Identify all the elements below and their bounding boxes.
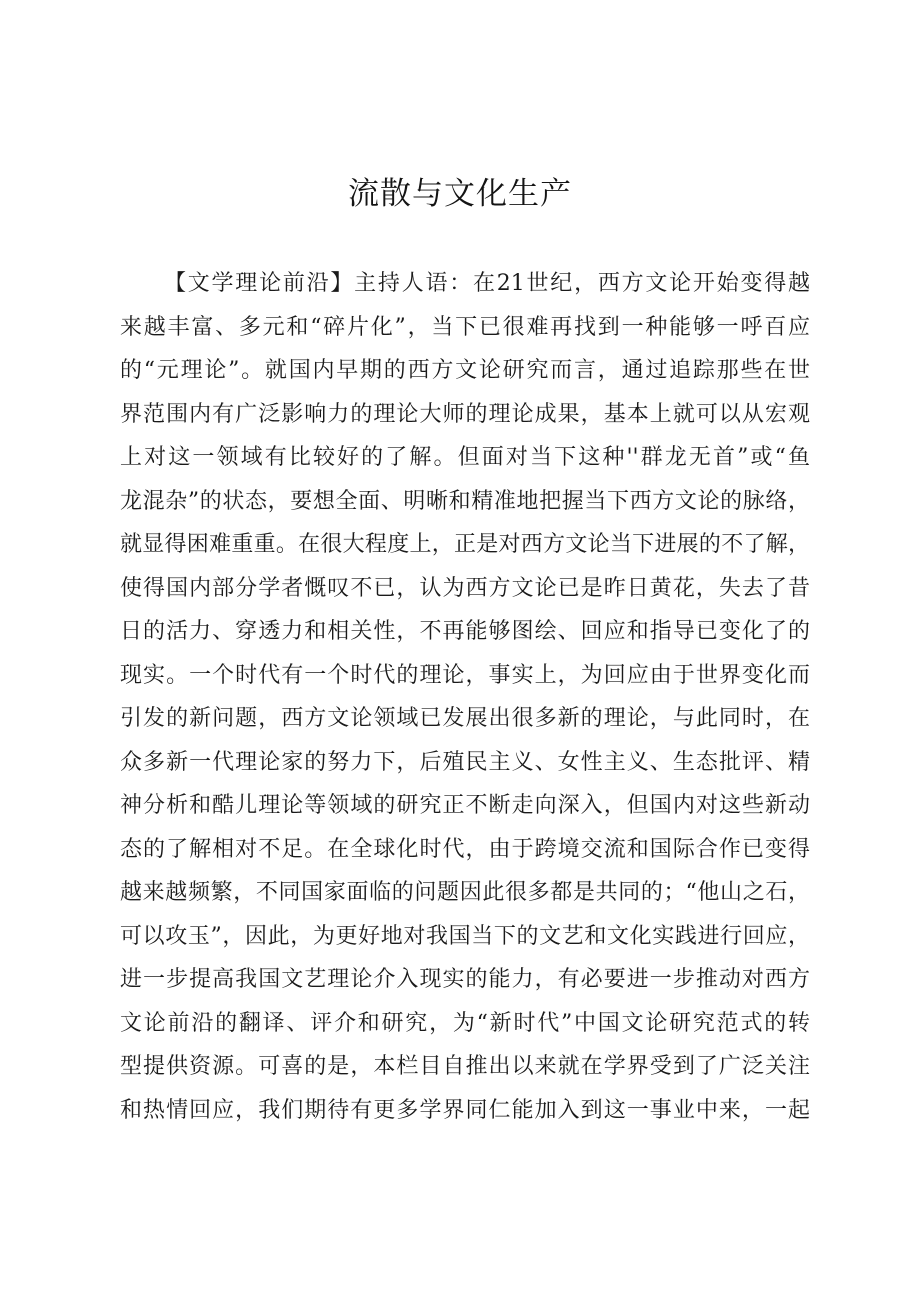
paragraph-line: 越来越频繁，不同国家面临的问题因此很多都是共同的；“他山之石，: [120, 880, 810, 905]
paragraph-line: 态的了解相对不足。在全球化时代，由于跨境交流和国际合作已变得: [120, 836, 810, 862]
paragraph-line: 使得国内部分学者慨叹不已，认为西方文论已是昨日黄花，失去了昔: [120, 575, 810, 601]
paragraph-line: 和热情回应，我们期待有更多学界同仁能加入到这一事业中来，一起: [120, 1097, 810, 1123]
paragraph-line: 型提供资源。可喜的是，本栏目自推出以来就在学界受到了广泛关注: [120, 1054, 810, 1079]
document-title: 流散与文化生产: [348, 176, 572, 212]
paragraph-line: 【文学理论前沿】主持人语：在21世纪，西方文论开始变得越: [164, 271, 810, 296]
paragraph-line: 上对这一领域有比较好的了解。但面对当下这种''群龙无首”或“鱼: [120, 445, 810, 470]
paragraph-line: 引发的新问题，西方文论领域已发展出很多新的理论，与此同时，在: [120, 706, 810, 731]
paragraph-line: 日的活力、穿透力和相关性，不再能够图绘、回应和指导已变化了的: [120, 619, 810, 644]
paragraph-line: 龙混杂”的状态，要想全面、明晰和精准地把握当下西方文论的脉络，: [120, 488, 810, 514]
paragraph-line: 来越丰富、多元和“碎片化”，当下已很难再找到一种能够一呼百应: [120, 314, 810, 340]
paragraph-line: 进一步提高我国文艺理论介入现实的能力，有必要进一步推动对西方: [120, 967, 810, 992]
paragraph-line: 文论前沿的翻译、评介和研究，为“新时代”中国文论研究范式的转: [120, 1010, 810, 1036]
paragraph-line: 现实。一个时代有一个时代的理论，事实上，为回应由于世界变化而: [120, 662, 810, 688]
paragraph-line: 就显得困难重重。在很大程度上，正是对西方文论当下进展的不了解，: [120, 532, 810, 557]
paragraph-line: 界范围内有广泛影响力的理论大师的理论成果，基本上就可以从宏观: [120, 401, 810, 427]
body-paragraph: [120, 262, 810, 1132]
paragraph-line: 可以攻玉”，因此，为更好地对我国当下的文艺和文化实践进行回应，: [120, 923, 810, 949]
paragraph-line: 神分析和酷儿理论等领域的研究正不断走向深入，但国内对这些新动: [120, 793, 810, 818]
paragraph-line: 众多新一代理论家的努力下，后殖民主义、女性主义、生态批评、精: [120, 749, 810, 775]
paragraph-line: 的“元理论”。就国内早期的西方文论研究而言，通过追踪那些在世: [120, 358, 810, 383]
